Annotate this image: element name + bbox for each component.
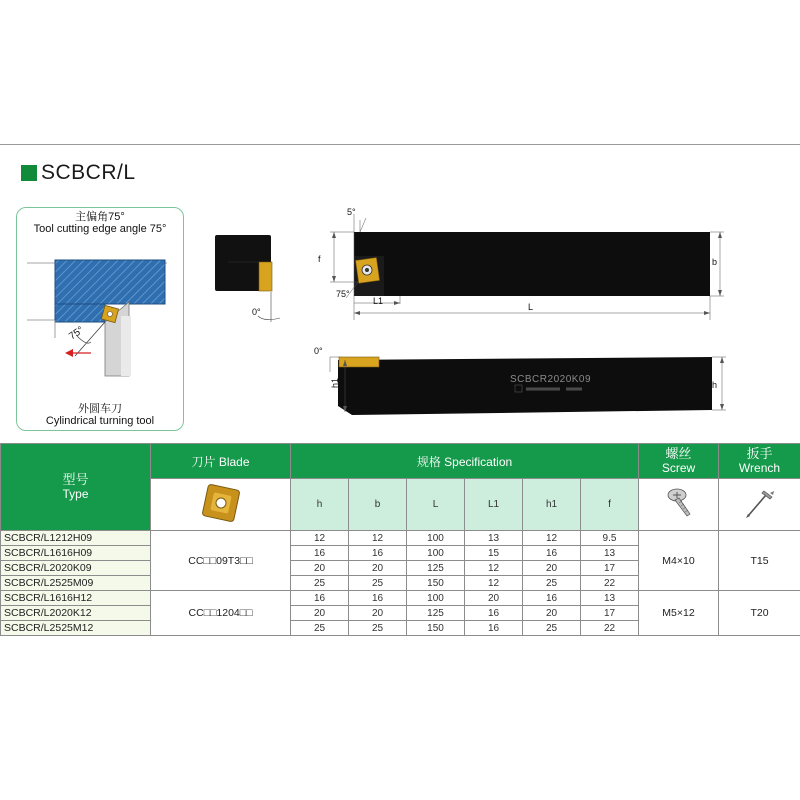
- value-f: 13: [581, 546, 639, 561]
- wrench-header: [719, 444, 800, 479]
- value-h1: 16: [523, 591, 581, 606]
- value-f: 17: [581, 561, 639, 576]
- value-L: 125: [407, 561, 465, 576]
- value-h: 20: [291, 606, 349, 621]
- end-view-angle: 0°: [252, 307, 261, 317]
- blade-image-cell: [151, 479, 291, 531]
- value-h: 16: [291, 546, 349, 561]
- dim-h: h: [712, 380, 718, 390]
- screw-cell: M4×10: [639, 531, 719, 591]
- top-view-drawing: [330, 214, 724, 320]
- value-b: 25: [349, 621, 407, 636]
- type-header: [1, 444, 151, 531]
- value-b: 16: [349, 591, 407, 606]
- screw-header-en: Screw: [661, 461, 696, 475]
- value-f: 22: [581, 576, 639, 591]
- value-L1: 12: [465, 561, 523, 576]
- panel-bottom-caption-en: Cylindrical turning tool: [45, 415, 155, 427]
- type-cell: SCBCR/L1616H09: [1, 546, 151, 561]
- top-view-angle-5: 5°: [347, 207, 356, 217]
- value-h1: 16: [523, 546, 581, 561]
- side-view-drawing: [330, 357, 726, 415]
- value-b: 16: [349, 546, 407, 561]
- value-L: 125: [407, 606, 465, 621]
- col-header-f: f: [581, 479, 639, 531]
- type-cell: SCBCR/L2525M12: [1, 621, 151, 636]
- screw-header: [639, 444, 719, 479]
- value-L: 150: [407, 621, 465, 636]
- type-cell: SCBCR/L1616H12: [1, 591, 151, 606]
- value-L1: 12: [465, 576, 523, 591]
- value-h1: 20: [523, 606, 581, 621]
- wrench-icon: [740, 483, 780, 523]
- col-header-b: b: [349, 479, 407, 531]
- top-view-angle-75: 75°: [336, 289, 350, 299]
- value-h: 12: [291, 531, 349, 546]
- spec-header: 规格 Specification: [291, 444, 639, 479]
- value-h: 20: [291, 561, 349, 576]
- blade-cell: CC□□09T3□□: [151, 531, 291, 591]
- wrench-header-cn: 扳手: [746, 446, 773, 461]
- type-header-cn: 型号: [62, 472, 89, 487]
- col-header-h: h: [291, 479, 349, 531]
- value-L: 100: [407, 546, 465, 561]
- value-b: 25: [349, 576, 407, 591]
- panel-caption-cn: 主偏角75°: [75, 211, 125, 223]
- value-L: 100: [407, 531, 465, 546]
- value-f: 17: [581, 606, 639, 621]
- type-header-en: Type: [62, 487, 89, 501]
- value-L1: 13: [465, 531, 523, 546]
- value-f: 13: [581, 591, 639, 606]
- type-cell: SCBCR/L2020K09: [1, 561, 151, 576]
- value-L1: 20: [465, 591, 523, 606]
- wrench-cell: T20: [719, 591, 800, 636]
- wrench-header-en: Wrench: [738, 461, 781, 475]
- screw-header-cn: 螺丝: [665, 446, 692, 461]
- dim-f: f: [318, 254, 321, 264]
- value-b: 12: [349, 531, 407, 546]
- value-f: 9.5: [581, 531, 639, 546]
- value-L: 100: [407, 591, 465, 606]
- value-L: 150: [407, 576, 465, 591]
- blade-header: 刀片 Blade: [151, 444, 291, 479]
- col-header-h1: h1: [523, 479, 581, 531]
- wrench-image-cell: [719, 479, 800, 531]
- value-L1: 16: [465, 606, 523, 621]
- value-h: 16: [291, 591, 349, 606]
- type-cell: SCBCR/L1212H09: [1, 531, 151, 546]
- value-f: 22: [581, 621, 639, 636]
- col-header-L: L: [407, 479, 465, 531]
- value-b: 20: [349, 561, 407, 576]
- wrench-cell: T15: [719, 531, 800, 591]
- dim-b: b: [712, 257, 718, 267]
- dim-L: L: [528, 302, 534, 312]
- value-h1: 20: [523, 561, 581, 576]
- value-b: 20: [349, 606, 407, 621]
- type-cell: SCBCR/L2525M09: [1, 576, 151, 591]
- panel-caption-en: Tool cutting edge angle 75°: [33, 223, 167, 235]
- value-h1: 25: [523, 621, 581, 636]
- value-h: 25: [291, 621, 349, 636]
- blade-cell: CC□□1204□□: [151, 591, 291, 636]
- screw-image-cell: [639, 479, 719, 531]
- value-h1: 25: [523, 576, 581, 591]
- dim-h1: h1: [330, 377, 341, 389]
- tool-marking: SCBCR2020K09: [510, 374, 592, 385]
- insert-blade-icon: [199, 481, 243, 525]
- end-view-drawing: [215, 235, 280, 322]
- side-view-angle: 0°: [314, 346, 323, 356]
- value-h: 25: [291, 576, 349, 591]
- value-L1: 16: [465, 621, 523, 636]
- title-text: SCBCR/L: [41, 161, 136, 184]
- panel-bottom-caption-cn: 外圆车刀: [78, 403, 122, 415]
- dim-L1: L1: [373, 296, 384, 306]
- specification-table: [0, 443, 800, 636]
- col-header-L1: L1: [465, 479, 523, 531]
- screw-cell: M5×12: [639, 591, 719, 636]
- screw-icon: [659, 483, 699, 523]
- type-cell: SCBCR/L2020K12: [1, 606, 151, 621]
- value-h1: 12: [523, 531, 581, 546]
- value-L1: 15: [465, 546, 523, 561]
- panel-angle-label: 75°: [67, 324, 86, 343]
